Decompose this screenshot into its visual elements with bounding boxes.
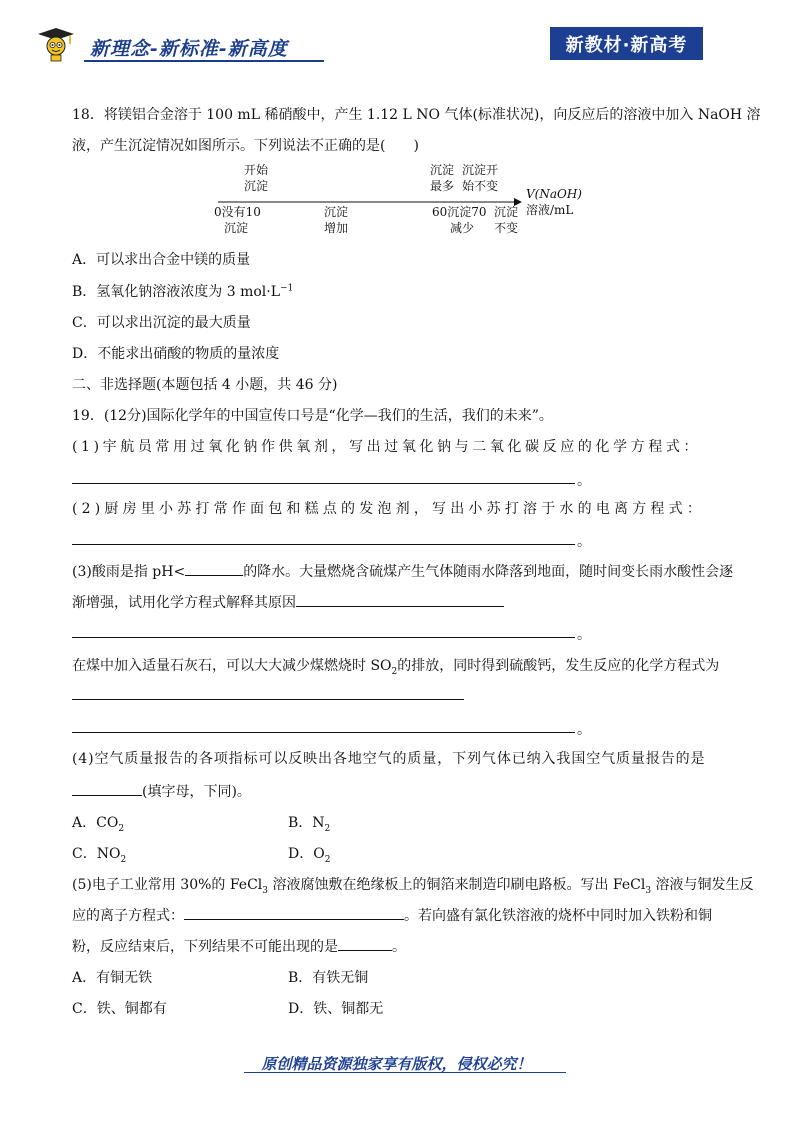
ph-answer-blank[interactable] [185, 561, 243, 576]
q19-part5-line3: 粉，反应结束后，下列结果不可能出现的是 。 [72, 936, 406, 956]
diagram-label-none: 沉淀 [224, 221, 249, 235]
diagram-label-60-70: 60沉淀70 [432, 205, 487, 219]
q19-part2-answer-line[interactable] [72, 544, 575, 545]
diagram-label-max-1: 沉淀 [430, 163, 455, 177]
acid-rain-answer-blank[interactable] [296, 592, 504, 607]
diagram-label-const-3: 沉淀 [494, 205, 519, 219]
section-heading: 二、非选择题(本题包括 4 小题，共 46 分) [72, 377, 338, 393]
q19-part2: (2)厨房里小苏打常作面包和糕点的发泡剂，写出小苏打溶于水的电离方程式： [72, 501, 706, 517]
diagram-label-const-2: 始不变 [462, 179, 499, 193]
q19-part3-limestone-line1[interactable] [72, 699, 464, 700]
q19-part5-option-d: D．铁、铜都无 [288, 1001, 384, 1017]
air-quality-answer-blank[interactable] [72, 781, 142, 796]
header-slogan: 新理念-新标准-新高度 [90, 38, 288, 60]
q19-part5-line1: (5)电子工业常用 30%的 FeCl$_3$ 溶液腐蚀敷在绝缘板上的铜箔来制造印刷电路板。写出 FeCl$_3$ 溶液与铜发生反 [72, 877, 754, 896]
precipitation-diagram [214, 162, 594, 240]
diagram-label-const-4: 不变 [494, 221, 519, 235]
header-badge: 新教材·新高考 [550, 27, 703, 60]
period: 。 [577, 722, 591, 738]
diagram-label-increase-2: 增加 [324, 221, 349, 235]
q19-part5-line2: 应的离子方程式： 。若向盛有氯化铁溶液的烧杯中同时加入铁粉和铜 [72, 905, 712, 925]
q19-part4-line2: (填字母，下同)。 [72, 781, 251, 801]
q19-part1-answer-line[interactable] [72, 483, 575, 484]
q18-stem-line1: 18．将镁铝合金溶于 100 mL 稀硝酸中，产生 1.12 L NO 气体(标准状况)，向反应后的溶液中加入 NaOH 溶 [72, 107, 761, 123]
footer-underline [244, 1072, 566, 1073]
q19-intro: 19．(12分)国际化学年的中国宣传口号是“化学—我们的生活，我们的未来”。 [72, 408, 553, 424]
mascot-logo-icon [36, 24, 76, 64]
q19-part5-option-a: A．有铜无铁 [72, 970, 153, 986]
result-answer-blank[interactable] [338, 936, 392, 951]
period: 。 [577, 473, 591, 489]
period: 。 [577, 627, 591, 643]
diagram-label-const-1: 沉淀开 [462, 163, 499, 177]
q18-option-a: A．可以求出合金中镁的质量 [72, 252, 251, 268]
q19-part4-option-c: C．$NO_2$ [72, 846, 127, 865]
q19-part3-answer-line[interactable] [72, 637, 575, 638]
q18-option-c: C．可以求出沉淀的最大质量 [72, 315, 251, 331]
diagram-label-increase-1: 沉淀 [324, 205, 349, 219]
q18-option-b: B．氢氧化钠溶液浓度为 3 $mol\cdot L^{-1}$ [72, 283, 294, 300]
diagram-axis-label-2: 溶液/mL [526, 203, 574, 217]
diagram-label-max-2: 最多 [430, 179, 455, 193]
q19-part1: (1)宇航员常用过氧化钠作供氧剂，写出过氧化钠与二氧化碳反应的化学方程式： [72, 439, 702, 455]
q19-part3-line1: (3)酸雨是指 pH< 的降水。大量燃烧含硫煤产生气体随雨水降落到地面，随时间变长雨水酸性会逐 [72, 561, 733, 581]
q19-part4-option-d: D．$O_2$ [288, 846, 331, 865]
q19-part5-option-b: B．有铁无铜 [288, 970, 369, 986]
diagram-label-start-2: 沉淀 [244, 179, 269, 193]
diagram-label-0-10: 0没有10 [214, 205, 261, 219]
q19-part4-option-a: A．$CO_2$ [72, 815, 125, 834]
q19-part4-line1: (4)空气质量报告的各项指标可以反映出各地空气的质量，下列气体已纳入我国空气质量报告的是 [72, 751, 706, 767]
header-divider [84, 60, 324, 62]
q19-part4-option-b: B．$N_2$ [288, 815, 331, 834]
q18-stem-line2: 液，产生沉淀情况如图所示。下列说法不正确的是( ) [72, 138, 419, 154]
ionic-equation-answer-blank[interactable] [184, 905, 404, 920]
q19-part3-limestone-line2[interactable] [72, 732, 575, 733]
diagram-axis-label-1: V(NaOH) [526, 187, 582, 201]
period: 。 [577, 534, 591, 550]
q18-option-d: D．不能求出硝酸的物质的量浓度 [72, 346, 280, 362]
q19-part5-option-c: C．铁、铜都有 [72, 1001, 167, 1017]
q19-part3-line2: 渐增强，试用化学方程式解释其原因 [72, 592, 504, 612]
footer-copyright: 原创精品资源独家享有版权，侵权必究！ [261, 1055, 532, 1073]
diagram-label-start-1: 开始 [244, 163, 269, 177]
diagram-label-decrease: 减少 [450, 221, 475, 235]
q19-part3-line3: 在煤中加入适量石灰石，可以大大减少煤燃烧时 $SO_2$的排放，同时得到硫酸钙，发生反应的化学方程式为 [72, 658, 720, 677]
